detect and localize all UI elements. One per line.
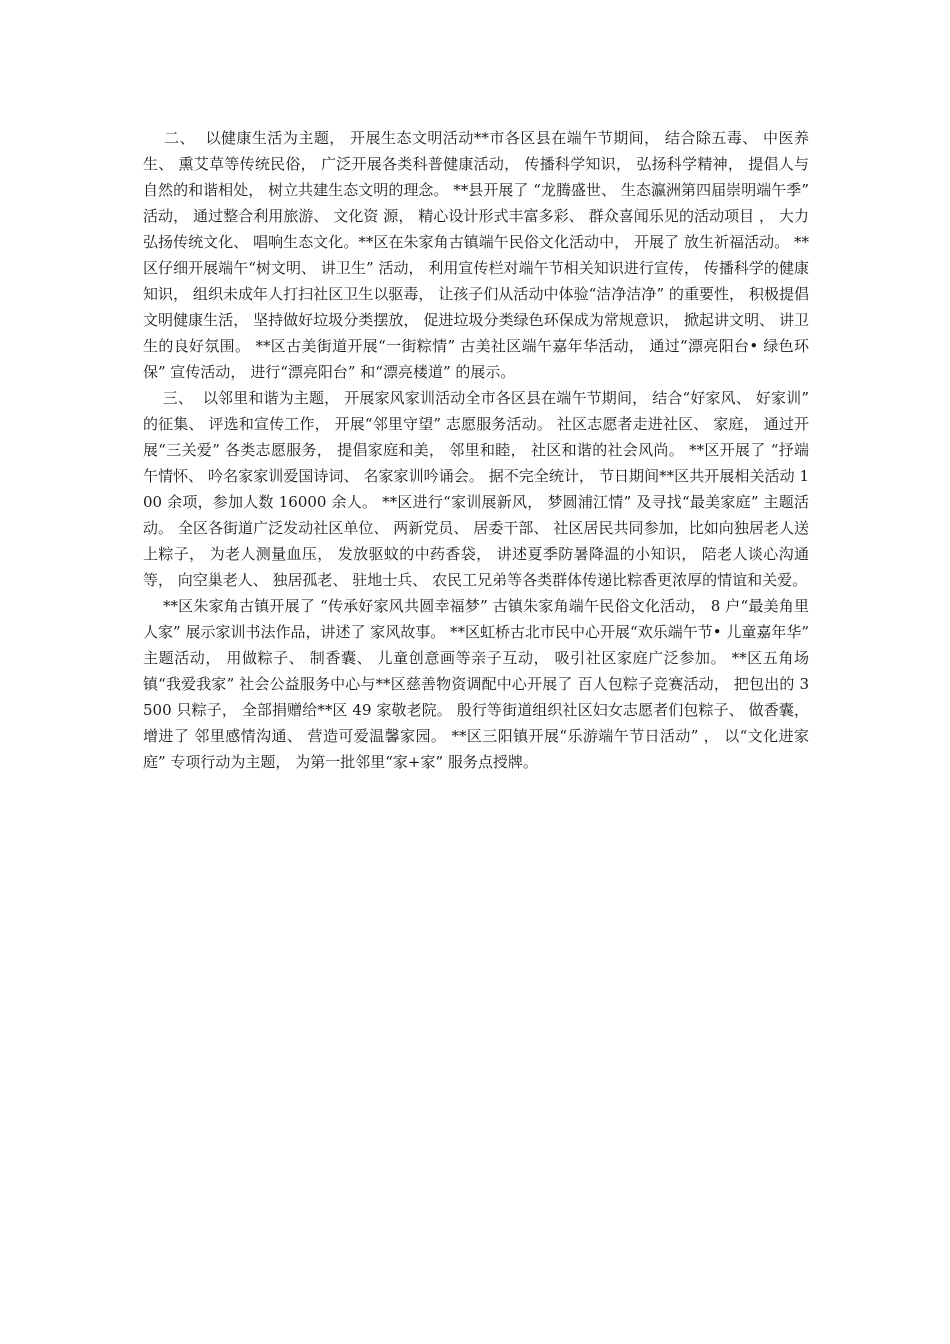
paragraph-neighbor-theme: 三、 以邻里和谐为主题， 开展家风家训活动全市各区县在端午节期间， 结合“好家风、 好家训” 的征集、 评选和宣传工作， 开展“邻里守望” 志愿服务活动。 社区志愿者走进社区、 家庭， 通过开展“三关爱” 各类志愿服务， 提倡家庭和美， 邻里和睦， 社区和谐的社会风尚。 **区开展了 “抒端午情怀、 吟名家家训爱国诗词、 名家家训吟诵会。 据不完全统计， 节日期间**区共开展相关活动 100 余项，参加人数 16000 余人。 **区进行“家训展新风， 梦圆浦江情” 及寻找“最美家庭” 主题活动。 全区各街道广泛发动社区单位、 两新党员、 居委干部、 社区居民共同参加，比如向独居老人送上粽子， 为老人测量血压， 发放驱蚊的中药香袋， 讲述夏季防暑降温的小知识， 陪老人谈心沟通等， 向空巢老人、 独居孤老、 驻地士兵、 农民工兄弟等各类群体传递比粽香更浓厚的情谊和关爱。 <box>143 389 814 589</box>
paragraph-zhujiajiao-activities: **区朱家角古镇开展了 “传承好家风共圆幸福梦” 古镇朱家角端午民俗文化活动， 8 户“最美角里人家” 展示家训书法作品，讲述了 家风故事。 **区虹桥古北市民中心开展“欢乐端午节• 儿童嘉年华” 主题活动， 用做粽子、 制香囊、 儿童创意画等亲子互动， 吸引社区家庭广泛参加。 **区五角场镇“我爱我家” 社会公益服务中心与**区慈善物资调配中心开展了 百人包粽子竞赛活动， 把包出的 3500 只粽子， 全部捐赠给**区 49 家敬老院。 殷行等街道组织社区妇女志愿者们包粽子、 做香囊， 增进了 邻里感情沟通、 营造可爱温馨家园。 **区三阳镇开展“乐游端午节日活动” ， 以“文化进家庭” 专项行动为主题， 为第一批邻里“家+家” 服务点授牌。 <box>143 597 814 771</box>
paragraph-health-theme: 二、 以健康生活为主题， 开展生态文明活动**市各区县在端午节期间， 结合除五毒、 中医养生、 熏艾草等传统民俗， 广泛开展各类科普健康活动， 传播科学知识， 弘扬科学精神， 提倡人与自然的和谐相处， 树立共建生态文明的理念。 **县开展了 “龙腾盛世、 生态瀛洲第四届崇明端午季” 活动， 通过整合利用旅游、 文化资 源， 精心设计形式丰富多彩、 群众喜闻乐见的活动项目 ， 大力弘扬传统文化、 唱响生态文化。**区在朱家角古镇端午民俗文化活动中， 开展了 放生祈福活动。 **区仔细开展端午“树文明、 讲卫生” 活动， 利用宣传栏对端午节相关知识进行宣传， 传播科学的健康知识， 组织未成年人打扫社区卫生以驱毒， 让孩子们从活动中体验“洁净洁净” 的重要性， 积极提倡文明健康生活， 坚持做好垃圾分类摆放， 促进垃圾分类绿色环保成为常规意识， 掀起讲文明、 讲卫生的良好氛围。 **区古美街道开展“一街粽情” 古美社区端午嘉年华活动， 通过“漂亮阳台• 绿色环保” 宣传活动， 进行“漂亮阳台” 和“漂亮楼道” 的展示。 <box>143 129 814 381</box>
document-page <box>143 125 814 775</box>
